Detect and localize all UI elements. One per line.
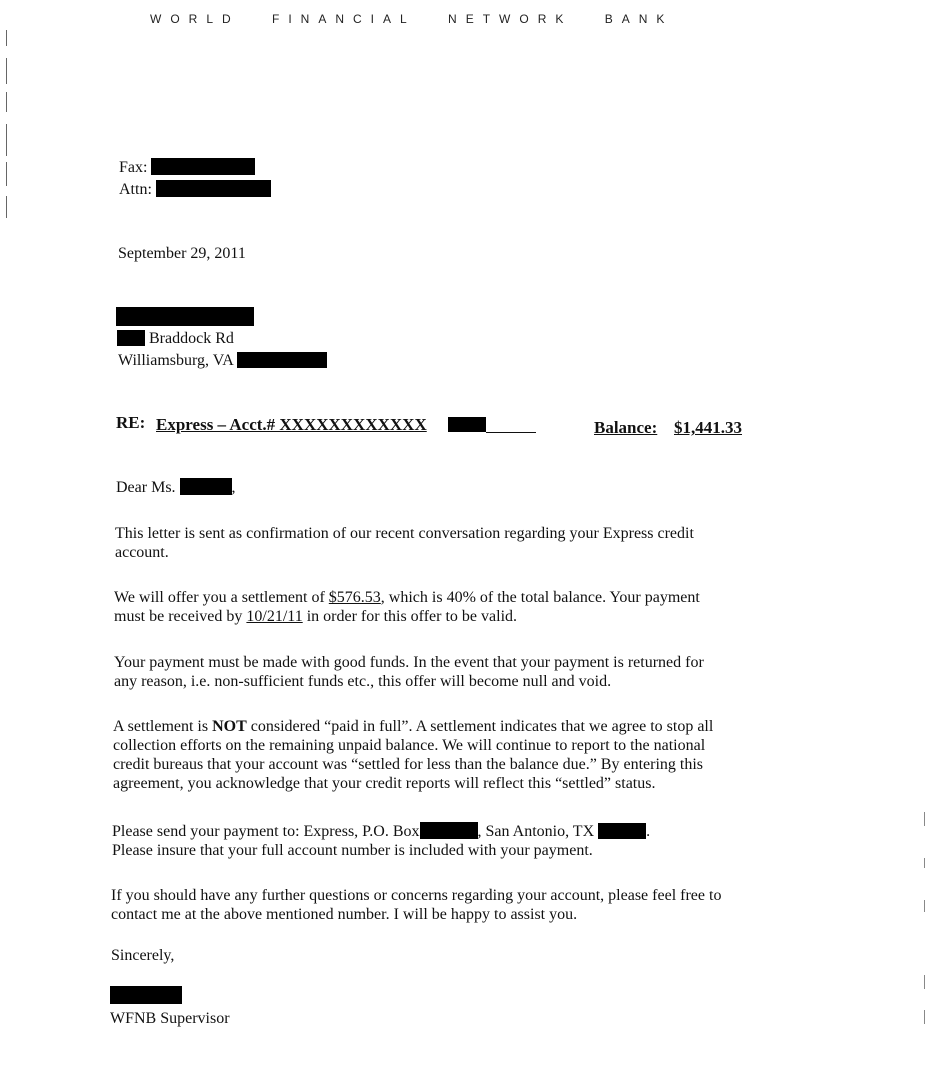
payment-deadline: 10/21/11 — [246, 608, 303, 625]
text-line — [114, 588, 700, 607]
redaction-bar — [151, 158, 255, 175]
redaction-bar — [420, 822, 478, 839]
redaction-bar — [116, 307, 254, 326]
redaction-bar — [156, 180, 271, 197]
paragraph-good-funds — [114, 653, 704, 691]
balance-label: Balance: — [594, 418, 658, 437]
text-line: account. — [115, 544, 169, 561]
salutation-suffix: , — [231, 479, 236, 496]
text-segment: A settlement is — [113, 718, 209, 735]
text-line: collection efforts on the remaining unpaid balance. We will continue to report to the national — [113, 737, 706, 754]
emphasis-not: NOT — [212, 718, 247, 735]
scan-mark — [6, 196, 7, 218]
paragraph-contact — [111, 886, 721, 924]
text-line: any reason, i.e. non-sufficient funds etc., this offer will become null and void. — [114, 673, 612, 690]
attn-line — [119, 180, 271, 199]
paragraph-settlement-offer — [114, 588, 700, 626]
text-line: contact me at the above mentioned number. I will be happy to assist you. — [111, 906, 578, 923]
salutation-prefix: Dear Ms. — [116, 479, 176, 496]
attn-label: Attn: — [119, 181, 152, 198]
paragraph-confirmation — [115, 524, 694, 562]
text-line — [112, 822, 650, 841]
re-account: Express – Acct.# XXXXXXXXXXXX — [156, 415, 427, 434]
scan-mark — [6, 30, 7, 46]
text-segment: . — [646, 823, 651, 840]
redaction-bar — [598, 823, 646, 839]
scan-mark — [924, 1010, 925, 1024]
letterhead-word: BANK — [604, 12, 674, 26]
re-line — [116, 412, 756, 438]
text-segment: Please send your payment to: Express, P.O. Box — [112, 823, 420, 840]
text-segment: in order for this offer to be valid. — [306, 608, 518, 625]
settlement-amount: $576.53 — [328, 589, 381, 606]
redaction-bar — [117, 330, 145, 346]
text-line: agreement, you acknowledge that your credit reports will reflect this “settled” status. — [113, 775, 656, 792]
scan-mark — [6, 162, 7, 186]
letter-date: September 29, 2011 — [118, 245, 246, 262]
signature-redaction — [110, 986, 182, 1004]
address-street-line — [117, 329, 234, 348]
letterhead-word: NETWORK — [448, 12, 573, 26]
scan-mark — [6, 58, 7, 84]
paragraph-payment-address — [112, 822, 650, 860]
closing-sincerely: Sincerely, — [111, 947, 175, 964]
text-segment: considered “paid in full”. A settlement indicates that we agree to stop all — [250, 718, 714, 735]
scan-mark — [924, 975, 925, 989]
paragraph-settlement-status — [113, 717, 713, 793]
text-segment: , San Antonio, TX — [477, 823, 595, 840]
address-city-state: Williamsburg, VA — [118, 352, 233, 369]
balance-value: $1,441.33 — [674, 418, 742, 437]
address-street: Braddock Rd — [149, 330, 234, 347]
underline-rule — [486, 432, 536, 433]
re-label: RE: — [116, 413, 146, 432]
letterhead — [150, 10, 693, 29]
text-line — [113, 717, 713, 736]
fax-line — [119, 158, 255, 177]
signer-title: WFNB Supervisor — [110, 1010, 230, 1027]
address-city-line — [118, 351, 327, 370]
salutation — [116, 478, 236, 497]
text-segment: , which is 40% of the total balance. Your payment — [380, 589, 700, 606]
scan-mark — [6, 92, 7, 112]
scan-mark — [6, 124, 7, 156]
letterhead-word: FINANCIAL — [272, 12, 416, 26]
text-segment: We will offer you a settlement of — [114, 589, 325, 606]
text-line: Please insure that your full account number is included with your payment. — [112, 842, 593, 859]
scan-mark — [924, 858, 925, 868]
text-segment: must be received by — [114, 608, 243, 625]
scan-mark — [924, 900, 925, 912]
text-line: If you should have any further questions or concerns regarding your account, please feel free to — [111, 887, 722, 904]
redaction-bar — [448, 417, 486, 432]
text-line: This letter is sent as confirmation of our recent conversation regarding your Express credit — [115, 525, 694, 542]
text-line — [114, 607, 700, 626]
text-line: Your payment must be made with good funds. In the event that your payment is returned for — [114, 654, 704, 671]
redaction-bar — [237, 352, 327, 368]
scan-mark — [924, 812, 925, 826]
letterhead-word: WORLD — [150, 12, 240, 26]
text-line: credit bureaus that your account was “settled for less than the balance due.” By entering this — [113, 756, 704, 773]
redaction-bar — [180, 478, 232, 495]
fax-label: Fax: — [119, 159, 148, 176]
